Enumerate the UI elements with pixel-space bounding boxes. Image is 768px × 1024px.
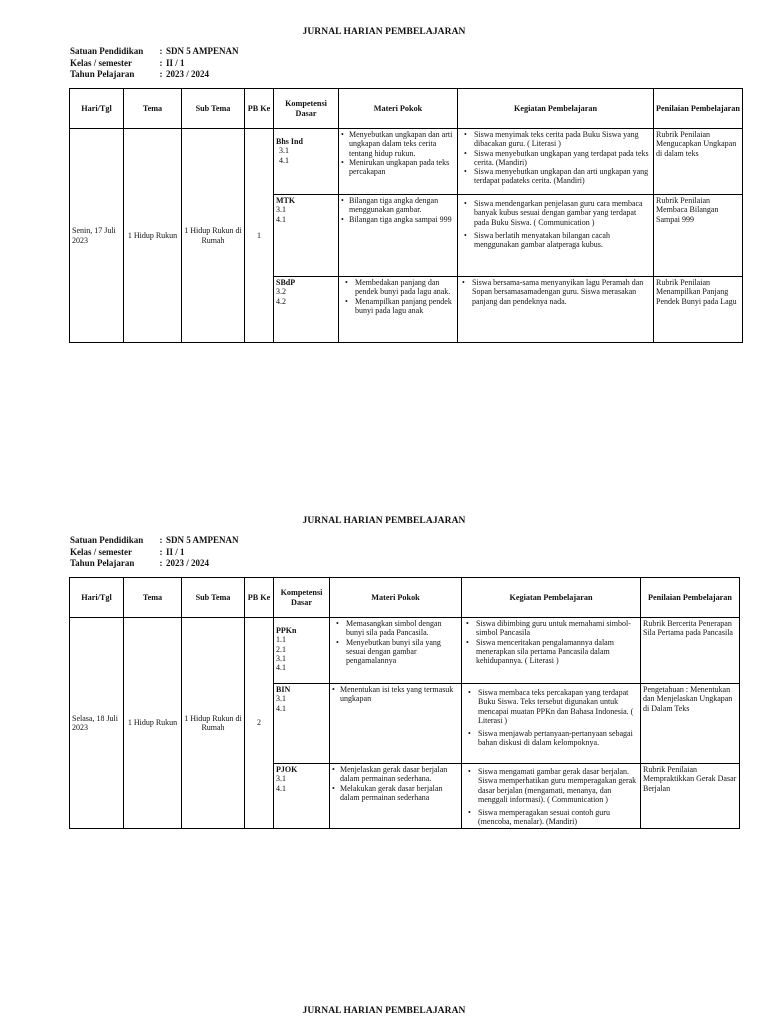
col-header: Materi Pokok — [330, 578, 462, 618]
journal-title: JURNAL HARIAN PEMBELAJARAN — [302, 27, 466, 37]
meta-value: SDN 5 AMPENAN — [166, 46, 239, 56]
kd-subject: PPKn — [276, 626, 297, 635]
kegiatan-cell — [462, 684, 641, 764]
list-item: • Bilangan tiga angka dengan menggunakan gambar. — [341, 196, 455, 215]
meta-label: Tahun Pelajaran — [70, 558, 135, 568]
col-header: Kompetensi Dasar — [274, 89, 339, 129]
list-item: • Siswa mendengarkan penjelasan guru cara membaca banyak kubus sesuai dengan gambar yang terdapat pada Buku Siswa. ( Communication ) — [460, 199, 651, 227]
materi-cell — [330, 618, 462, 684]
kd-code: 1.1 — [276, 635, 286, 645]
kd-subject: PJOK — [276, 765, 298, 774]
kd-code: 3.1 — [279, 146, 289, 156]
list-item: • Siswa membaca teks percakapan yang terdapat Buku Siswa. Teks tersebut digunakan untuk mencapai muatan PPKn dan Bahasa Indonesia. ( Literasi ) — [464, 688, 638, 725]
col-header: Tema — [124, 89, 182, 129]
kd-subject: MTK — [276, 196, 296, 205]
kd-subject: BIN — [276, 685, 291, 694]
col-header: Kegiatan Pembelajaran — [458, 89, 654, 129]
list-item: • Siswa menyebutkan ungkapan dan arti ungkapan yang terdapat padateks cerita. (Mandiri) — [460, 167, 651, 186]
list-item: • Bilangan tiga angka sampai 999 — [341, 215, 455, 224]
meta-value: 2023 / 2024 — [166, 69, 210, 79]
list-item: • Siswa dibimbing guru untuk memahami simbol-simbol Pancasila — [464, 619, 638, 638]
kd-cell — [274, 764, 330, 829]
day-cell: Selasa, 18 Juli 2023 — [70, 618, 124, 829]
materi-cell — [339, 129, 458, 195]
journal-table — [69, 88, 743, 343]
penilaian-cell: Rubrik Penilaian Mempraktikkan Gerak Dasar Berjalan — [641, 764, 740, 829]
subtema-cell: 1 Hidup Rukun di Rumah — [182, 618, 245, 829]
col-header: Tema — [124, 578, 182, 618]
list-item: • Menjelaskan gerak dasar berjalan dalam permainan sederhana. — [332, 765, 459, 784]
kd-code: 3.2 — [276, 287, 286, 297]
col-header: Kegiatan Pembelajaran — [462, 578, 641, 618]
kd-cell — [274, 277, 339, 343]
journal-title: JURNAL HARIAN PEMBELAJARAN — [302, 516, 466, 526]
subtema-cell: 1 Hidup Rukun di Rumah — [182, 129, 245, 343]
list-item: • Siswa menyebutkan ungkapan yang terdapat pada teks cerita. (Mandiri) — [460, 149, 651, 168]
col-header: Hari/Tgl — [70, 578, 124, 618]
kd-code: 4.1 — [279, 155, 289, 165]
kd-cell — [274, 195, 339, 277]
penilaian-cell: Pengetahuan : Menentukan dan Menjelaskan Ungkapan di Dalam Teks — [641, 684, 740, 764]
meta-label: Satuan Pendidikan — [70, 535, 144, 545]
kd-subject: SBdP — [276, 278, 296, 287]
kd-cell — [274, 618, 330, 684]
penilaian-cell: Rubrik Penilaian Mengucapkan Ungkapan di dalam teks — [654, 129, 743, 195]
penilaian-cell: Rubrik Penilaian Menampilkan Panjang Pendek Bunyi pada Lagu — [654, 277, 743, 343]
list-item: • Siswa menjawab pertanyaan-pertanyaan sebagai bahan diskusi di dalam kelompoknya. — [464, 729, 638, 748]
list-item: • Siswa memperagakan sesuai contoh guru (mencoba, menalar). (Mandiri) — [464, 808, 638, 827]
kd-code: 4.1 — [276, 783, 286, 793]
materi-cell — [339, 195, 458, 277]
journal-meta: Satuan Pendidikan : SDN 5 AMPENAN Kelas / semester : II / 1 Tahun Pelajaran : 2023 / 2024 — [70, 46, 239, 79]
list-item: • Memasangkan simbol dengan bunyi sila pada Pancasila. — [332, 619, 459, 638]
list-item: • Melakukan gerak dasar berjalan dalam permainan sederhana — [332, 784, 459, 803]
meta-value: II / 1 — [166, 546, 185, 557]
list-item: • Menyebutkan bunyi sila yang sesuai dengan gambar pengamalannya — [332, 638, 459, 666]
kd-code: 4.1 — [276, 703, 286, 713]
col-header: Kompetensi Dasar — [274, 578, 330, 618]
col-header: PB Ke — [245, 89, 274, 129]
kegiatan-cell — [462, 618, 641, 684]
materi-cell — [330, 764, 462, 829]
meta-label: Kelas / semester — [70, 546, 132, 557]
kegiatan-cell — [458, 195, 654, 277]
day-cell: Senin, 17 Juli 2023 — [70, 129, 124, 343]
kd-code: 4.2 — [276, 296, 286, 306]
kd-cell — [274, 129, 339, 195]
kd-code: 3.1 — [276, 694, 286, 704]
penilaian-cell: Rubrik Bercerita Penerapan Sila Pertama pada Pancasila — [641, 618, 740, 684]
list-item: • Siswa menceritakan pengalamannya dalam menerapkan sila pertama Pancasila dalam kehidupannya. ( Literasi ) — [464, 638, 638, 666]
journal-meta: Satuan Pendidikan : SDN 5 AMPENAN Kelas / semester : II / 1 Tahun Pelajaran : 2023 / 2024 — [70, 535, 239, 568]
list-item: • Menyebutkan ungkapan dan arti ungkapan dalam teks cerita tentang hidup rukun. — [341, 130, 455, 158]
tema-cell: 1 Hidup Rukun — [124, 129, 182, 343]
list-item: • Menampilkan panjang pendek bunyi pada lagu anak — [341, 297, 455, 316]
meta-value: II / 1 — [166, 57, 185, 68]
pb-cell: 1 — [245, 129, 274, 343]
col-header: Penilaian Pembelajaran — [654, 89, 743, 129]
kegiatan-cell — [462, 764, 641, 829]
materi-cell — [339, 277, 458, 343]
kegiatan-cell — [458, 277, 654, 343]
kd-code: 3.1 — [276, 653, 286, 663]
pb-cell: 2 — [245, 618, 274, 829]
meta-label: Kelas / semester — [70, 57, 132, 68]
kd-code: 4.1 — [276, 663, 286, 673]
list-item: • Siswa mengamati gambar gerak dasar berjalan. Siswa memperhatikan guru memperagakan gerak dasar berjalan (mengamati, menanya, dan menggali informasi). ( Communication ) — [464, 767, 638, 804]
col-header: Penilaian Pembelajaran — [641, 578, 740, 618]
penilaian-cell: Rubrik Penilaian Membaca Bilangan Sampai 999 — [654, 195, 743, 277]
col-header: Sub Tema — [182, 89, 245, 129]
kd-cell — [274, 684, 330, 764]
col-header: PB Ke — [245, 578, 274, 618]
kd-code: 3.1 — [276, 774, 286, 784]
kegiatan-cell — [458, 129, 654, 195]
kd-code: 2.1 — [276, 644, 286, 654]
meta-label: Tahun Pelajaran — [70, 69, 135, 79]
kd-subject: Bhs Ind — [276, 137, 303, 146]
list-item: • Siswa menyimak teks cerita pada Buku Siswa yang dibacakan guru. ( Literasi ) — [460, 130, 651, 149]
meta-value: 2023 / 2024 — [166, 558, 210, 568]
list-item: • Membedakan panjang dan pendek bunyi pada lagu anak. — [341, 278, 455, 297]
meta-label: Satuan Pendidikan — [70, 46, 144, 56]
meta-value: SDN 5 AMPENAN — [166, 535, 239, 545]
journal-table — [69, 577, 740, 829]
journal-title: JURNAL HARIAN PEMBELAJARAN — [302, 1006, 466, 1016]
kd-code: 3.1 — [276, 205, 286, 215]
materi-cell — [330, 684, 462, 764]
list-item: • Siswa bersama-sama menyanyikan lagu Peramah dan Sopan bersamasamadengan guru. Siswa merasakan panjang dan pendeknya nada. — [460, 278, 651, 306]
kd-code: 4.1 — [276, 214, 286, 224]
col-header: Materi Pokok — [339, 89, 458, 129]
table-row — [70, 129, 743, 195]
col-header: Sub Tema — [182, 578, 245, 618]
table-row — [70, 618, 740, 684]
list-item: • Menirukan ungkapan pada teks percakapan — [341, 158, 455, 177]
tema-cell: 1 Hidup Rukun — [124, 618, 182, 829]
list-item: • Siswa berlatih menyatakan bilangan cacah menggunakan gambar alatperaga kubus. — [460, 231, 651, 250]
col-header: Hari/Tgl — [70, 89, 124, 129]
list-item: • Menentukan isi teks yang termasuk ungkapan — [332, 685, 459, 704]
